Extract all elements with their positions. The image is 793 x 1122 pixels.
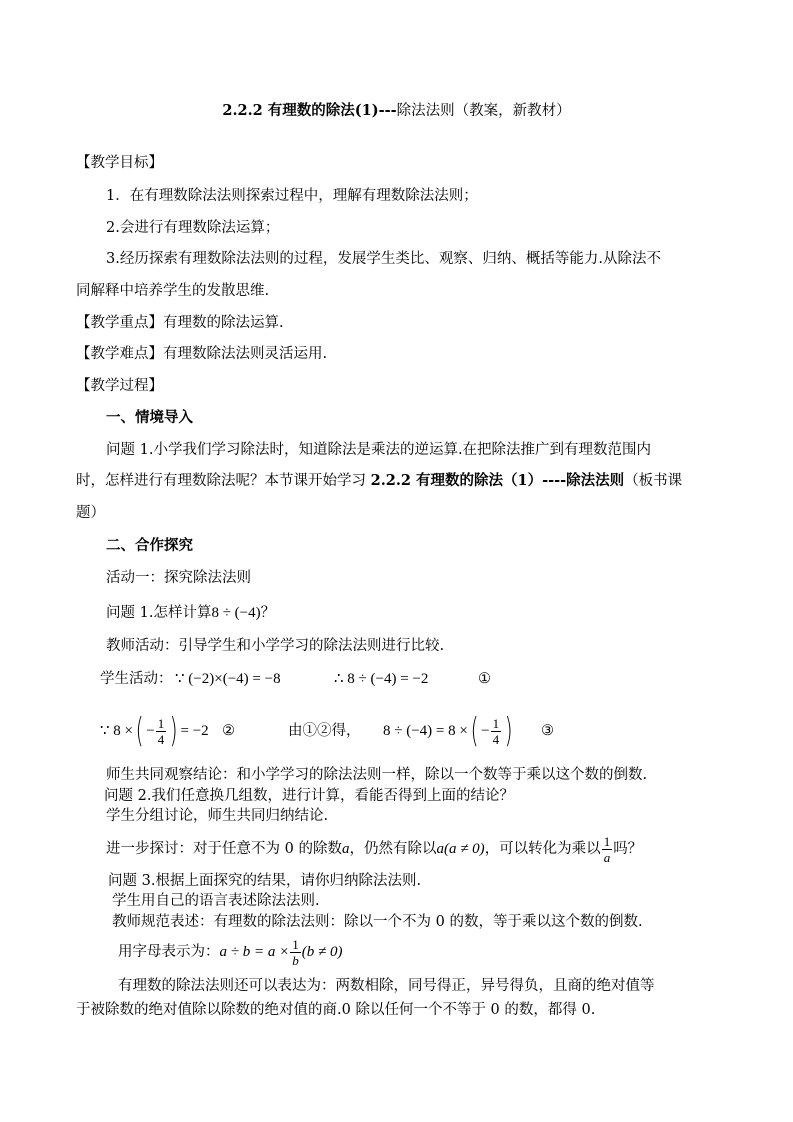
eq4-den: 4	[492, 731, 500, 747]
goal-3-line-2: 同解释中培养学生的发散思维.	[76, 283, 270, 299]
q1-post: ？	[260, 605, 276, 621]
process-heading: 【教学过程】	[76, 378, 163, 394]
difficulty-label: 【教学难点】	[76, 346, 163, 362]
rule-2-line-1: 有理数的除法法则还可以表达为：两数相除，同号得正，异号得负，且商的绝对值等	[118, 978, 655, 994]
p1-bold: 2.2.2 有理数的除法（1）----除法法则	[370, 472, 625, 489]
student-activity-label: 学生活动：	[100, 671, 173, 687]
eq3-num: 1	[157, 715, 165, 731]
goal-3-line-1: 3.经历探索有理数除法法则的过程，发展学生类比、观察、归纳、概括等能力.从除法不	[106, 251, 661, 267]
difficulty	[76, 344, 327, 364]
further-mid2: ，可以转化为乘以	[484, 841, 601, 857]
mark-2: ②	[222, 723, 235, 739]
further-cond: a(a ≠ 0)	[436, 841, 485, 857]
further-num: 1	[603, 833, 611, 849]
from-text: 由①②得，	[288, 723, 361, 739]
further-den: a	[603, 849, 611, 865]
title-normal: 除法法则（教案，新教材）	[396, 103, 571, 119]
equation-1: ∵ (−2)×(−4) = −8	[175, 671, 281, 687]
further-post: 吗？	[613, 841, 643, 857]
q1-math: 8 ÷ (−4)	[211, 605, 261, 621]
letters-fraction	[290, 938, 301, 967]
q1-pre: 问题 1.怎样计算	[106, 605, 212, 621]
letter-form	[118, 930, 342, 974]
title-bold: 2.2.2 有理数的除法(1)---	[222, 102, 397, 119]
further-fraction	[602, 835, 613, 864]
section1-p1-line-2	[76, 471, 682, 491]
section1-heading: 一、情境导入	[106, 409, 193, 426]
further-a: a	[341, 841, 350, 857]
rule-2-line-2: 于被除数的绝对值除以除数的绝对值的商.0 除以任何一个不等于 0 的数，都得 0.	[76, 1002, 596, 1018]
section2-heading: 二、合作探究	[106, 537, 193, 554]
group-discussion: 学生分组讨论，师生共同归纳结论.	[106, 808, 329, 824]
difficulty-text: 有理数除法法则灵活运用.	[163, 346, 328, 362]
equation-2: ∴ 8 ÷ (−4) = −2	[334, 671, 429, 687]
further-pre: 进一步探讨：对于任意不为 0 的除数	[106, 841, 342, 857]
goal-1: 1．在有理数除法法则探索过程中，理解有理数除法法则；	[106, 188, 478, 204]
eq3-fraction	[156, 717, 167, 746]
letters-den: b	[292, 952, 299, 968]
letters-pre: 用字母表示为：	[118, 944, 220, 960]
question-2: 问题 2.我们任意换几组数，进行计算，看能否得到上面的结论？	[104, 788, 514, 804]
eq3-pre: ∵ 8 ×	[100, 723, 134, 739]
teacher-activity: 教师活动：引导学生和小学学习的除法法则进行比较.	[106, 638, 445, 654]
equation-3: ∵ 8 ×( − $\frac{1}{4}$ ) = −2	[100, 711, 209, 751]
key-point-text: 有理数的除法运算.	[163, 315, 284, 331]
students-own-words: 学生用自己的语言表述除法法则.	[112, 893, 320, 909]
question-3: 问题 3.根据上面探究的结果，请你归纳除法法则.	[108, 873, 422, 889]
eq4-pre: 8 ÷ (−4) = 8 ×	[383, 723, 468, 739]
eq3-den: 4	[157, 731, 165, 747]
page-title	[0, 101, 793, 121]
equation-4: 8 ÷ (−4) = 8 ×( − $\frac{1}{4}$ )	[383, 711, 513, 751]
letters-math: a ÷ b = a ×	[219, 944, 290, 960]
goals-heading: 【教学目标】	[76, 155, 163, 171]
key-point-label: 【教学重点】	[76, 315, 163, 331]
teacher-rule: 教师规范表述：有理数的除法法则：除以一个不为 0 的数，等于乘以这个数的倒数.	[112, 914, 643, 930]
p1-post: （板书课	[624, 473, 683, 489]
eq3-post: = −2	[180, 723, 209, 739]
shared-conclusion: 师生共同观察结论：和小学学习的除法法则一样，除以一个数等于乘以这个数的倒数.	[106, 767, 648, 783]
p1-pre: 时，怎样进行有理数除法呢？本节课开始学习	[76, 473, 371, 489]
eq4-num: 1	[492, 715, 500, 731]
mark-1: ①	[478, 671, 491, 687]
letters-num: 1	[292, 936, 299, 952]
further-discussion	[106, 827, 642, 871]
goal-2: 2.会进行有理数除法运算；	[106, 220, 280, 236]
letters-post: (b ≠ 0)	[301, 944, 343, 960]
section1-p1-line-1: 问题 1.小学我们学习除法时，知道除法是乘法的逆运算.在把除法推广到有理数范围内	[106, 442, 652, 458]
section1-p1-line-3: 题）	[76, 505, 105, 521]
key-point	[76, 313, 284, 333]
further-mid: ，仍然有除以	[349, 841, 437, 857]
question-1	[106, 603, 275, 623]
mark-3: ③	[541, 723, 554, 739]
eq4-fraction	[491, 717, 502, 746]
activity-one: 活动一：探究除法法则	[106, 570, 251, 586]
